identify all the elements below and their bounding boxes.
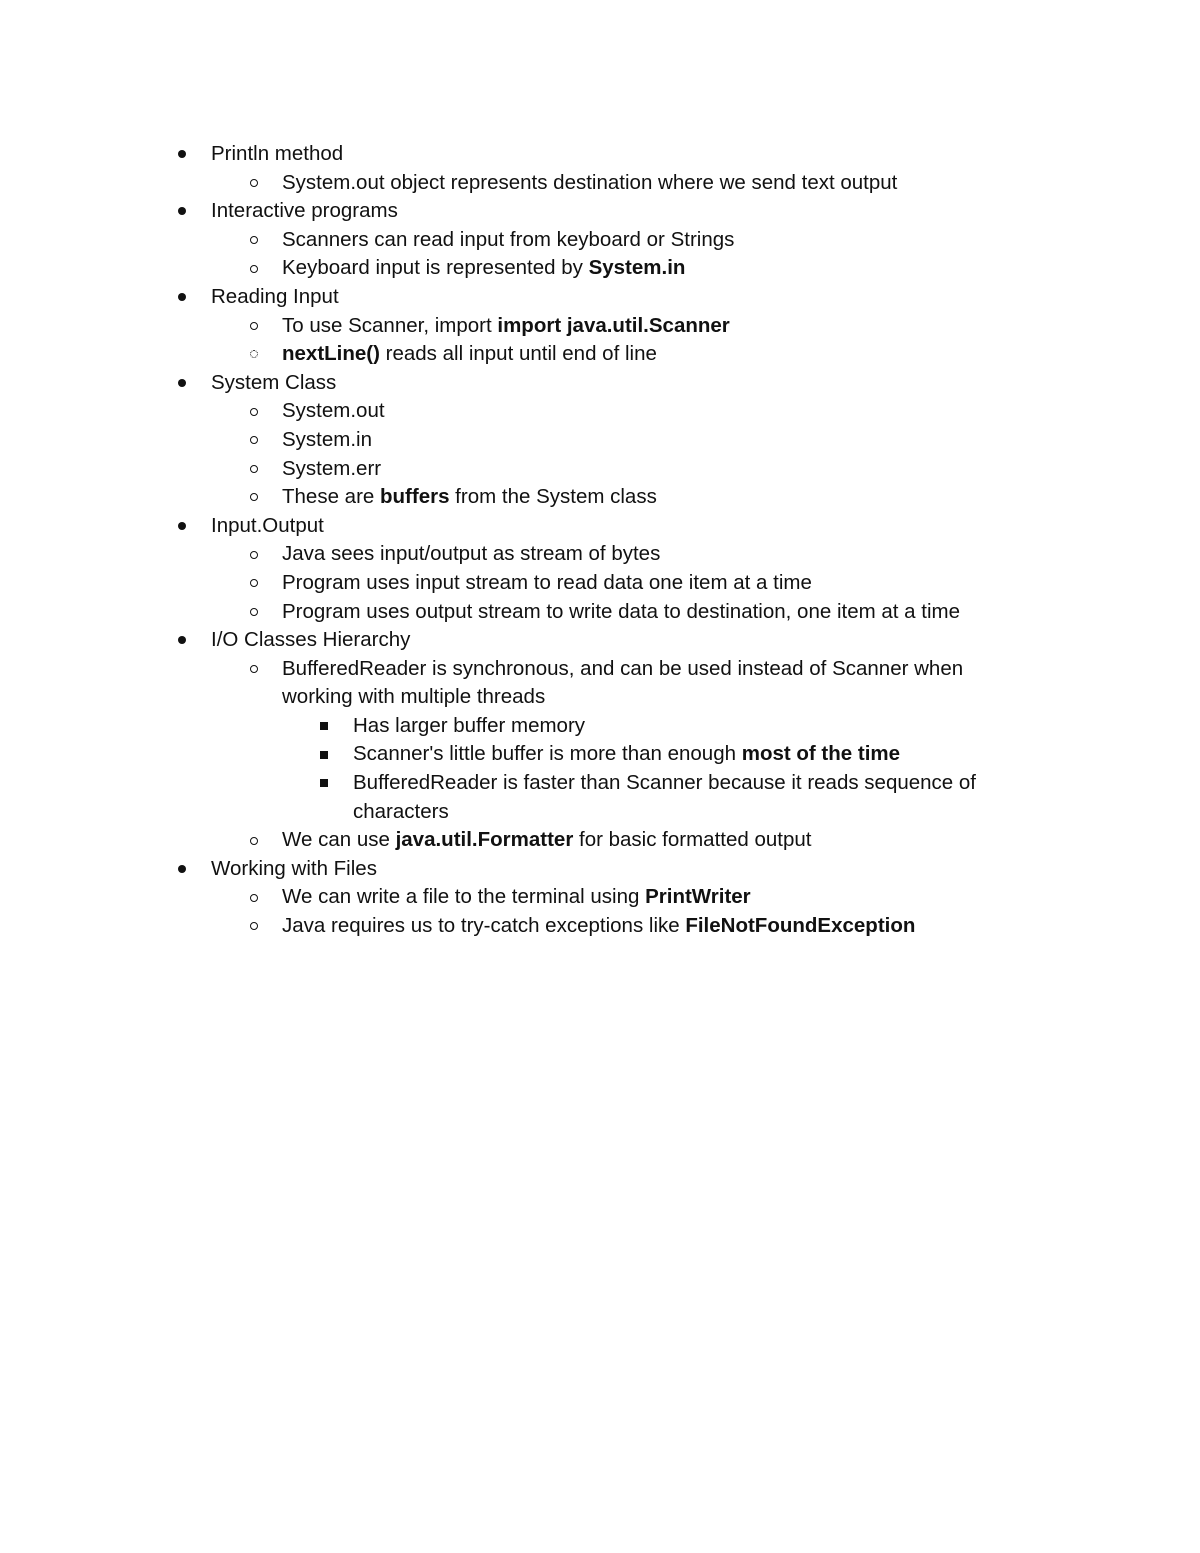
bullet-circle-icon <box>250 837 258 845</box>
outline-heading-item <box>176 283 1036 312</box>
outline-subitem <box>176 455 1036 484</box>
bold-text-segment: nextLine() <box>282 342 380 366</box>
bullet-circle-icon <box>250 608 258 616</box>
outline-heading-item <box>176 140 1036 169</box>
text-segment: for basic formatted output <box>573 828 812 852</box>
text-segment: We can use <box>282 828 396 852</box>
outline-subsubitem <box>176 712 1036 741</box>
bullet-circle-icon <box>250 408 258 416</box>
outline-subitem <box>176 912 1036 941</box>
bold-text-segment: System.in <box>588 256 686 280</box>
outline-subsubitem <box>176 740 1036 769</box>
bullet-circle-icon <box>250 493 258 501</box>
text-segment: Interactive programs <box>211 199 398 223</box>
outline-subitem <box>176 426 1036 455</box>
bullet-circle-icon <box>250 436 258 444</box>
bullet-circle-icon <box>250 179 258 187</box>
outline-subitem <box>176 826 1036 855</box>
text-segment: Reading Input <box>211 284 339 308</box>
text-segment: Java requires us to try-catch exceptions like <box>282 914 686 938</box>
bullet-circle-icon <box>250 465 258 473</box>
text-segment: Scanners can read input from keyboard or Strings <box>282 227 735 251</box>
text-segment: Java sees input/output as stream of bytes <box>282 542 661 566</box>
bullet-circle-icon <box>250 579 258 587</box>
bullet-square-icon <box>320 722 328 730</box>
bold-text-segment: buffers <box>380 485 450 509</box>
bold-text-segment: FileNotFoundException <box>685 914 916 938</box>
outline-subitem <box>176 569 1036 598</box>
text-segment: Input.Output <box>211 513 324 537</box>
text-segment: System Class <box>211 370 337 394</box>
outline-subitem <box>176 312 1036 341</box>
text-segment: Scanner's little buffer is more than enough <box>353 742 742 766</box>
bullet-disc-icon <box>178 293 186 301</box>
outline-subitem <box>176 397 1036 426</box>
text-segment: We can write a file to the terminal using <box>282 885 646 909</box>
text-segment: Has larger buffer memory <box>353 713 586 737</box>
bullet-circle-icon <box>250 236 258 244</box>
bullet-disc-icon <box>178 522 186 530</box>
text-segment: System.out object represents destination where we send text output <box>282 170 898 194</box>
text-segment: System.out <box>282 399 385 423</box>
text-segment: Working with Files <box>211 856 377 880</box>
text-segment: BufferedReader is faster than Scanner because it reads sequence of characters <box>353 771 976 823</box>
outline-subitem <box>176 540 1036 569</box>
bold-text-segment: java.util.Formatter <box>395 828 574 852</box>
outline-subitem <box>176 483 1036 512</box>
text-segment: To use Scanner, import <box>282 313 498 337</box>
text-segment: BufferedReader is synchronous, and can be used instead of Scanner when working with multiple threads <box>282 656 964 709</box>
outline-subitem <box>176 226 1036 255</box>
text-segment: reads all input until end of line <box>379 342 657 366</box>
text-segment: System.err <box>282 456 382 480</box>
bold-text-segment: import java.util.Scanner <box>497 313 730 337</box>
outline-subitem <box>176 598 1036 627</box>
text-segment: Keyboard input is represented by <box>282 256 589 280</box>
bullet-disc-icon <box>178 636 186 644</box>
outline-heading-item <box>176 369 1036 398</box>
outline-subitem <box>176 254 1036 283</box>
text-segment: I/O Classes Hierarchy <box>211 628 411 652</box>
bullet-circle-icon <box>250 894 258 902</box>
outline-subitem <box>176 340 1036 369</box>
outline-heading-item <box>176 855 1036 884</box>
bullet-disc-icon <box>178 150 186 158</box>
text-segment: Program uses input stream to read data one item at a time <box>282 570 812 594</box>
text-segment: Println method <box>211 142 344 165</box>
bullet-dotted-circle-icon <box>250 350 258 358</box>
text-segment: System.in <box>282 427 372 451</box>
outline-subitem <box>176 655 1036 712</box>
bold-text-segment: PrintWriter <box>645 885 751 909</box>
text-segment: Program uses output stream to write data to destination, one item at a time <box>282 599 960 623</box>
bullet-disc-icon <box>178 379 186 387</box>
bullet-circle-icon <box>250 922 258 930</box>
bullet-circle-icon <box>250 551 258 559</box>
text-segment: from the System class <box>449 485 657 509</box>
outline-heading-item <box>176 512 1036 541</box>
bullet-disc-icon <box>178 207 186 215</box>
bullet-square-icon <box>320 779 328 787</box>
bullet-circle-icon <box>250 265 258 273</box>
outline-subsubitem <box>176 769 1036 826</box>
notes-outline-list <box>176 140 1036 941</box>
outline-heading-item <box>176 626 1036 655</box>
outline-heading-item <box>176 197 1036 226</box>
bullet-square-icon <box>320 751 328 759</box>
outline-subitem <box>176 169 1036 198</box>
text-segment: These are <box>282 485 380 509</box>
outline-subitem <box>176 883 1036 912</box>
bullet-circle-icon <box>250 665 258 673</box>
bold-text-segment: most of the time <box>741 742 901 766</box>
bullet-circle-icon <box>250 322 258 330</box>
bullet-disc-icon <box>178 865 186 873</box>
